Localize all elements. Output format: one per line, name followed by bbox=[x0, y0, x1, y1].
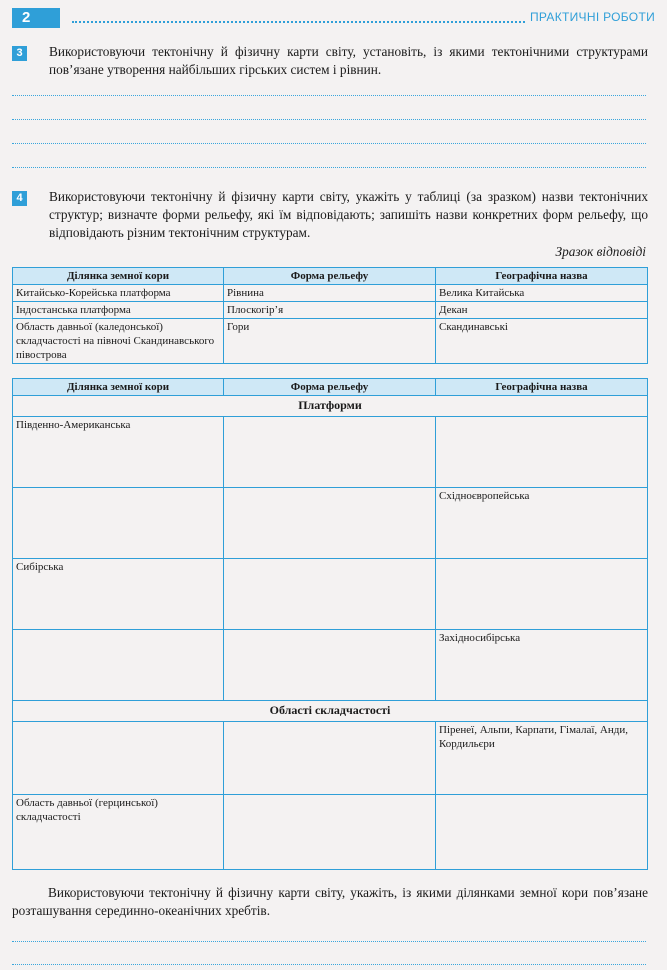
table-cell: Декан bbox=[436, 302, 648, 319]
table-row bbox=[13, 319, 648, 364]
table-row bbox=[13, 285, 648, 302]
table-cell[interactable] bbox=[224, 722, 436, 795]
task-number-badge: 4 bbox=[12, 191, 27, 206]
table-cell[interactable] bbox=[224, 488, 436, 559]
section-title: ПРАКТИЧНІ РОБОТИ bbox=[529, 10, 655, 24]
table-cell[interactable]: Область давньої (герцинської) складчастості bbox=[13, 795, 224, 870]
answer-line[interactable] bbox=[12, 143, 646, 144]
table-cell[interactable]: Східноєвропейська bbox=[436, 488, 648, 559]
answer-line[interactable] bbox=[12, 167, 646, 168]
sample-label: Зразок відповіді bbox=[555, 244, 646, 259]
section-heading: Платформи bbox=[13, 396, 648, 417]
answer-table bbox=[12, 378, 648, 870]
table-cell[interactable] bbox=[13, 630, 224, 701]
column-header: Форма рельефу bbox=[224, 268, 436, 285]
table-cell[interactable] bbox=[436, 795, 648, 870]
table-row bbox=[13, 417, 648, 488]
answer-line[interactable] bbox=[12, 941, 646, 942]
table-cell[interactable]: Піренеї, Альпи, Карпати, Гімалаї, Анди, Кордильєри bbox=[436, 722, 648, 795]
column-header: Географічна назва bbox=[436, 268, 648, 285]
table-cell[interactable]: Західносибірська bbox=[436, 630, 648, 701]
section-row bbox=[13, 701, 648, 722]
header-divider bbox=[72, 21, 525, 23]
table-cell: Плоскогір’я bbox=[224, 302, 436, 319]
task-text: Використовуючи тектонічну й фізичну карти світу, укажіть у таблиці (за зразком) назви тектонічних структур; визначте форми рельефу, які їм відповідають; запишіть назви конкретних форм рельефу, що відповідають різним тектонічним структурам. bbox=[49, 189, 648, 240]
section-row bbox=[13, 396, 648, 417]
table-cell[interactable] bbox=[224, 417, 436, 488]
page-header bbox=[12, 8, 655, 28]
table-cell[interactable] bbox=[224, 795, 436, 870]
column-header: Форма рельефу bbox=[224, 379, 436, 396]
table-row bbox=[13, 630, 648, 701]
column-header: Ділянка земної кори bbox=[13, 268, 224, 285]
table-row bbox=[13, 722, 648, 795]
table-row bbox=[13, 795, 648, 870]
table-cell: Велика Китайська bbox=[436, 285, 648, 302]
table-cell: Індостанська платформа bbox=[13, 302, 224, 319]
answer-line[interactable] bbox=[12, 119, 646, 120]
table-row bbox=[13, 488, 648, 559]
table-cell: Скандинавські bbox=[436, 319, 648, 364]
table-cell: Гори bbox=[224, 319, 436, 364]
table-cell: Китайсько-Корейська платформа bbox=[13, 285, 224, 302]
task-number-badge: 3 bbox=[12, 46, 27, 61]
column-header: Ділянка земної кори bbox=[13, 379, 224, 396]
page-number: 2 bbox=[12, 8, 60, 28]
answer-line[interactable] bbox=[12, 95, 646, 96]
table-cell[interactable] bbox=[224, 630, 436, 701]
table-cell[interactable]: Південно-Американська bbox=[13, 417, 224, 488]
table-cell: Область давньої (каледонської) складчастості на півночі Скандинавського півострова bbox=[13, 319, 224, 364]
table-row bbox=[13, 302, 648, 319]
table-cell[interactable] bbox=[224, 559, 436, 630]
sample-table bbox=[12, 267, 648, 364]
task-4 bbox=[12, 188, 648, 242]
task-5-text: Використовуючи тектонічну й фізичну карти світу, укажіть, із якими ділянками земної кори пов’язане розташування серединно-океанічних хребтів. bbox=[12, 885, 648, 918]
section-heading: Області складчастості bbox=[13, 701, 648, 722]
column-header: Географічна назва bbox=[436, 379, 648, 396]
table-cell[interactable] bbox=[436, 417, 648, 488]
answer-line[interactable] bbox=[12, 964, 646, 965]
table-cell[interactable]: Сибірська bbox=[13, 559, 224, 630]
table-cell[interactable] bbox=[13, 488, 224, 559]
task-text: Використовуючи тектонічну й фізичну карти світу, установіть, із якими тектонічними структурами пов’язане утворення найбільших гірських систем і рівнин. bbox=[49, 44, 648, 77]
table-cell: Рівнина bbox=[224, 285, 436, 302]
table-row bbox=[13, 559, 648, 630]
table-cell[interactable] bbox=[436, 559, 648, 630]
table-cell[interactable] bbox=[13, 722, 224, 795]
task-3 bbox=[12, 43, 648, 79]
